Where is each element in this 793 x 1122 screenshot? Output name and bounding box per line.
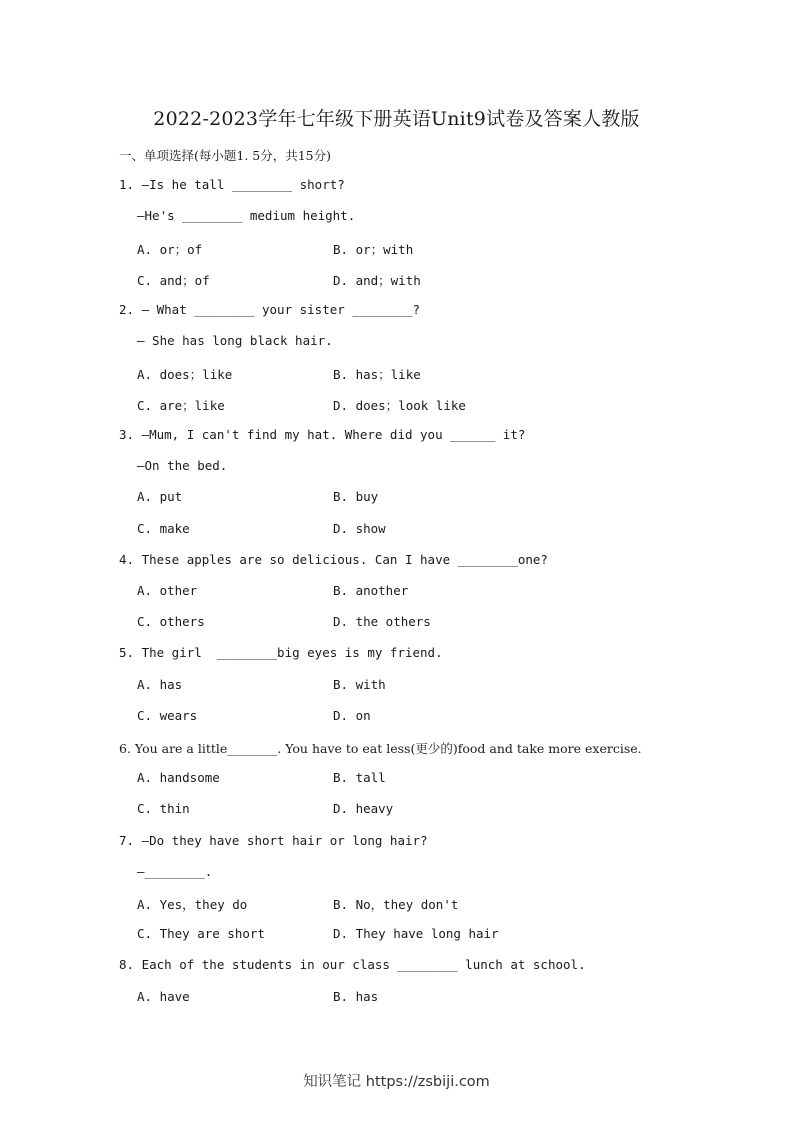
option-a: A. other [137, 583, 198, 598]
question-sub-line: —He's ________ medium height. [137, 208, 356, 223]
question-sub-line: —________. [137, 864, 213, 879]
question-stem: 3. —Mum, I can't find my hat. Where did you ______ it? [119, 427, 526, 442]
option-d: D. on [333, 708, 371, 723]
section-heading: 一、单项选择(每小题1. 5分，共15分) [119, 148, 332, 163]
option-a: A. handsome [137, 770, 220, 785]
option-c: C. wears [137, 708, 198, 723]
option-a: A. or；of [137, 242, 203, 257]
option-c: C. They are short [137, 926, 265, 941]
page-title: 2022-2023学年七年级下册英语Unit9试卷及答案人教版 [153, 108, 640, 130]
option-b: B. has [333, 989, 379, 1004]
footer-watermark: 知识笔记 https://zsbiji.com [303, 1074, 490, 1090]
option-d: D. They have long hair [333, 926, 499, 941]
question-stem: 6. You are a little________. You have to eat less(更少的)food and take more exercise. [119, 741, 642, 756]
option-d: D. heavy [333, 801, 394, 816]
question-stem: 8. Each of the students in our class ________ lunch at school. [119, 957, 586, 972]
question-stem: 4. These apples are so delicious. Can I have ________one? [119, 552, 548, 567]
option-b: B. has；like [333, 367, 421, 382]
question-stem: 1. —Is he tall ________ short? [119, 177, 345, 192]
option-a: A. Yes，they do [137, 897, 248, 912]
question-stem: 2. — What ________ your sister ________? [119, 302, 421, 317]
option-b: B. buy [333, 489, 379, 504]
question-sub-line: —On the bed. [137, 458, 228, 473]
option-c: C. others [137, 614, 205, 629]
option-c: C. make [137, 521, 190, 536]
option-d: D. show [333, 521, 386, 536]
option-d: D. does；look like [333, 398, 466, 413]
option-d: D. the others [333, 614, 431, 629]
option-d: D. and；with [333, 273, 421, 288]
option-b: B. another [333, 583, 409, 598]
question-stem: 7. —Do they have short hair or long hair? [119, 833, 428, 848]
option-a: A. does；like [137, 367, 233, 382]
option-b: B. with [333, 677, 386, 692]
option-c: C. and；of [137, 273, 210, 288]
option-a: A. has [137, 677, 183, 692]
option-c: C. are；like [137, 398, 225, 413]
option-a: A. have [137, 989, 190, 1004]
option-b: B. No，they don't [333, 897, 459, 912]
option-a: A. put [137, 489, 183, 504]
option-b: B. or；with [333, 242, 414, 257]
option-c: C. thin [137, 801, 190, 816]
question-sub-line: — She has long black hair. [137, 333, 333, 348]
question-stem: 5. The girl ________big eyes is my friend. [119, 645, 443, 660]
option-b: B. tall [333, 770, 386, 785]
